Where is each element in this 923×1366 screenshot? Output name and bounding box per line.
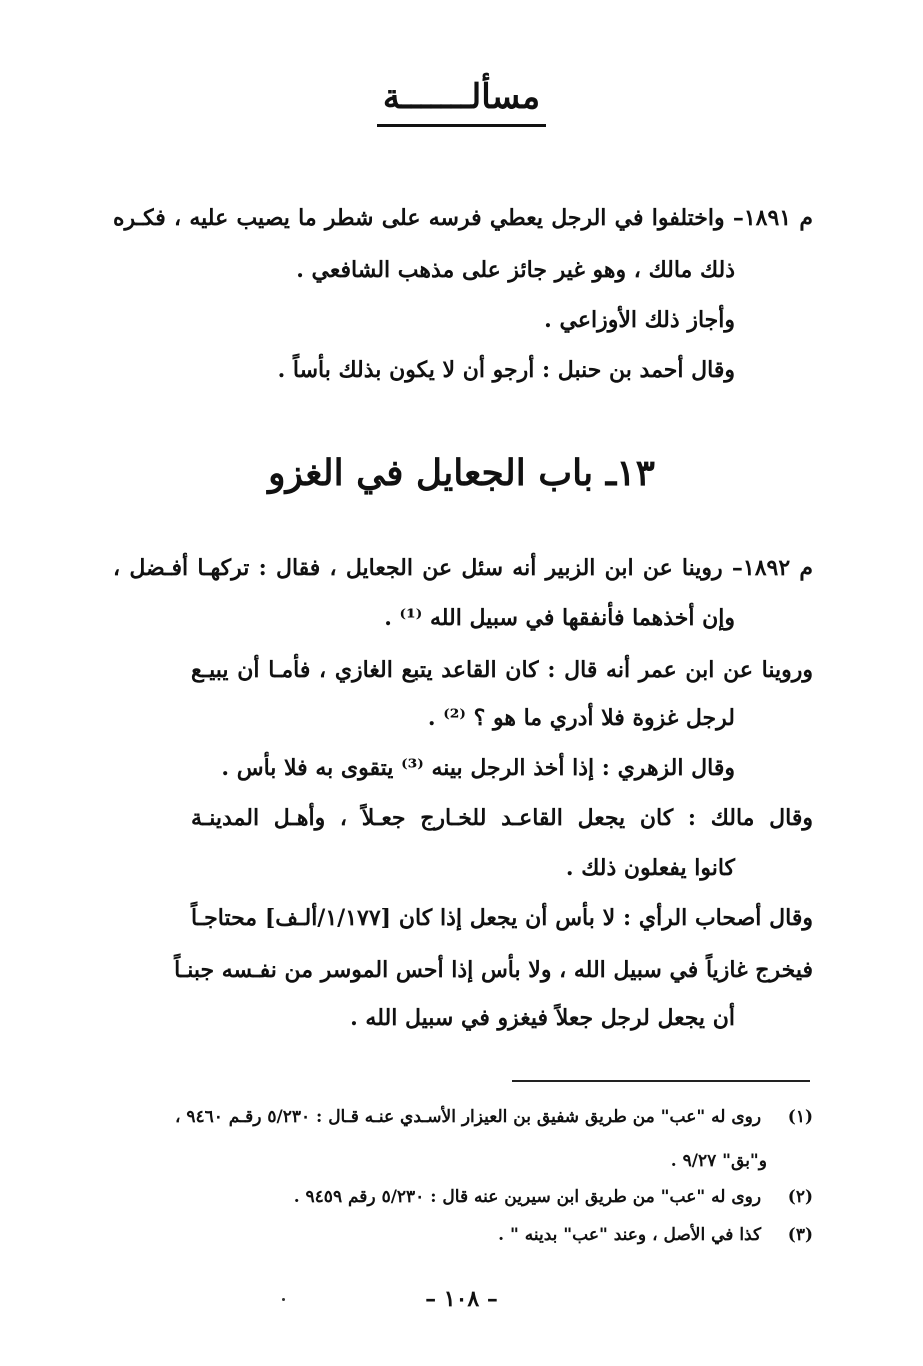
- para2-line2: وإن أخذهما فأنفقها في سبيل الله ⁽¹⁾ .: [384, 605, 735, 631]
- footnote-separator: [512, 1080, 810, 1082]
- para2-line6: وقال مالك : كان يجعل القاعـد للخـارج جعـلاً ، وأهـل المدينـة: [191, 805, 813, 831]
- para2-line3: وروينا عن ابن عمر أنه قال : كان القاعد يتبع الغازي ، فأمـا أن يبيـع: [191, 657, 813, 683]
- footnote-3: [498, 1220, 813, 1250]
- heading-text: مسألـــــــة: [377, 72, 546, 127]
- para1-line4: وقال أحمد بن حنبل : أرجو أن لا يكون بذلك بأساً .: [277, 357, 735, 383]
- footnote-1: [175, 1102, 813, 1132]
- stray-dot: [282, 1298, 285, 1301]
- footnote-3-number: (٣): [787, 1225, 813, 1245]
- para1-line3: وأجاز ذلك الأوزاعي .: [544, 307, 735, 333]
- footnote-3-text: كذا في الأصل ، وعند "عب" بدينه " .: [498, 1225, 762, 1245]
- para1-line2: ذلك مالك ، وهو غير جائز على مذهب الشافعي .: [296, 257, 735, 283]
- footnote-2-number: (٢): [787, 1187, 813, 1207]
- para2-line9: فيخرج غازياً في سبيل الله ، ولا بأس إذا أحس الموسر من نفـسه جبنـاً: [174, 957, 813, 983]
- section-heading-masala: [0, 72, 923, 127]
- footnote-2: [294, 1182, 813, 1212]
- para2-line1: م ١٨٩٢– روينا عن ابن الزبير أنه سئل عن الجعايل ، فقال : تركهـا أفـضل ،: [113, 555, 814, 581]
- footnote-1-continuation: و"بق" ٩/٢٧ .: [670, 1151, 767, 1171]
- para2-line4: لرجل غزوة فلا أدري ما هو ؟ ⁽²⁾ .: [427, 705, 735, 731]
- para2-line10: أن يجعل لرجل جعلاً فيغزو في سبيل الله .: [350, 1005, 735, 1031]
- footnote-1-number: (١): [787, 1107, 813, 1127]
- para1-line1: م ١٨٩١– واختلفوا في الرجل يعطي فرسه على شطر ما يصيب عليه ، فكـره: [113, 205, 813, 231]
- para2-line5: وقال الزهري : إذا أخذ الرجل بينه ⁽³⁾ يتقوى به فلا بأس .: [221, 755, 735, 781]
- footnote-2-text: روى له "عب" من طريق ابن سيرين عنه قال : ٥/٢٣٠ رقم ٩٤٥٩ .: [293, 1187, 762, 1207]
- page-number: – ١٠٨ –: [425, 1286, 498, 1312]
- chapter-heading: ١٣ـ باب الجعايل في الغزو: [268, 452, 655, 494]
- para2-line7: كانوا يفعلون ذلك .: [565, 855, 735, 881]
- footnote-1-text: روى له "عب" من طريق شفيق بن العيزار الأسـدي عنـه قـال : ٥/٢٣٠ رقـم ٩٤٦٠ ،: [174, 1107, 762, 1127]
- para2-line8: وقال أصحاب الرأي : لا بأس أن يجعل إذا كان [١/١٧٧/ألـف] محتاجـاً: [191, 905, 813, 931]
